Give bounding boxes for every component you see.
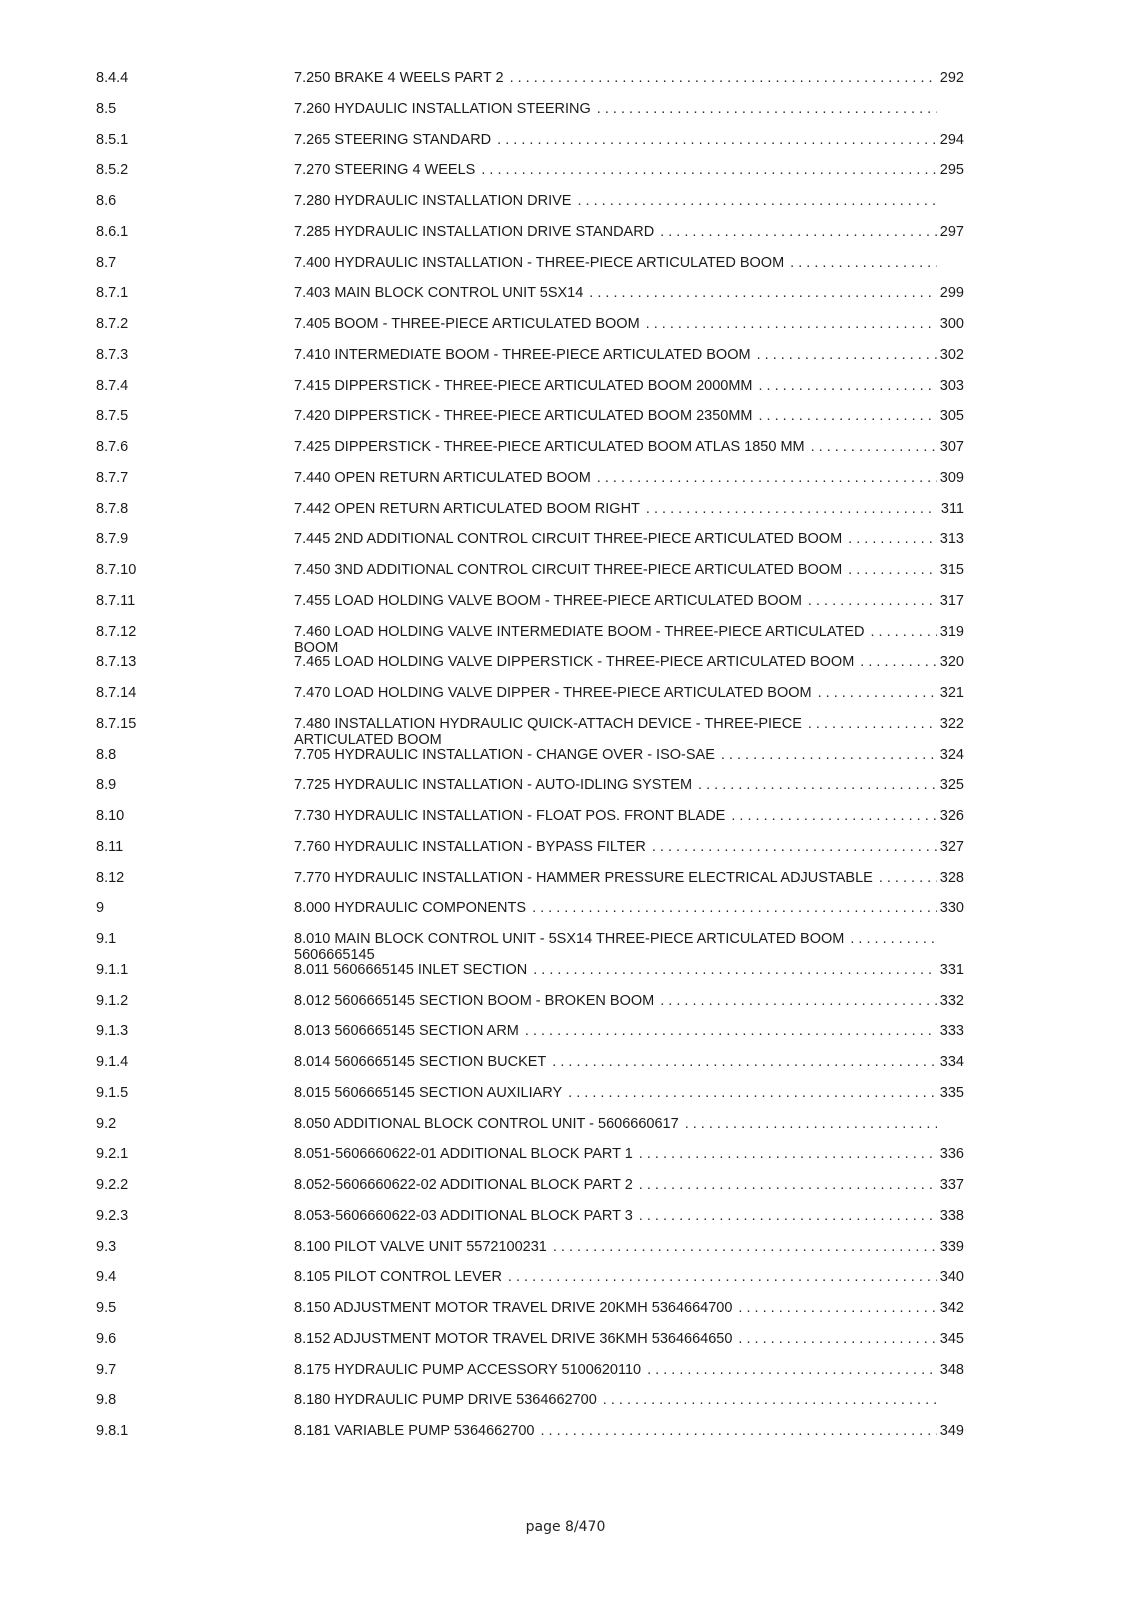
toc-entry-title: 8.012 5606665145 SECTION BOOM - BROKEN BOOM bbox=[294, 992, 655, 1009]
toc-dot-leader bbox=[552, 1054, 937, 1070]
toc-dot-leader bbox=[731, 808, 936, 824]
toc-entry-title: 7.465 LOAD HOLDING VALVE DIPPERSTICK - THREE-PIECE ARTICULATED BOOM bbox=[294, 654, 855, 671]
toc-entry-link[interactable] bbox=[294, 1331, 964, 1347]
toc-section-number: 8.9 bbox=[96, 777, 117, 794]
toc-row bbox=[0, 1300, 1131, 1330]
toc-entry-link[interactable] bbox=[294, 747, 964, 763]
toc-dot-leader bbox=[553, 1239, 937, 1255]
toc-entry-title: 7.250 BRAKE 4 WEELS PART 2 bbox=[294, 70, 504, 86]
toc-row bbox=[0, 685, 1131, 715]
toc-row bbox=[0, 808, 1131, 838]
toc-page-number: 328 bbox=[939, 869, 964, 886]
toc-entry-link[interactable] bbox=[294, 1208, 964, 1224]
toc-entry-title: 7.460 LOAD HOLDING VALVE INTERMEDIATE BOOM - THREE-PIECE ARTICULATED bbox=[294, 623, 865, 640]
toc-entry-title: 7.450 3ND ADDITIONAL CONTROL CIRCUIT THREE-PIECE ARTICULATED BOOM bbox=[294, 562, 843, 578]
toc-row bbox=[0, 1085, 1131, 1115]
toc-row bbox=[0, 255, 1131, 285]
toc-dot-leader bbox=[738, 1331, 936, 1347]
toc-row bbox=[0, 285, 1131, 315]
toc-entry-link[interactable] bbox=[294, 101, 964, 117]
toc-row bbox=[0, 347, 1131, 377]
toc-entry-title: 8.053-5606660622-03 ADDITIONAL BLOCK PART 3 bbox=[294, 1207, 633, 1224]
toc-section-number: 8.7.1 bbox=[96, 285, 129, 302]
toc-entry-link[interactable] bbox=[294, 193, 964, 209]
toc-row bbox=[0, 224, 1131, 254]
toc-entry-link[interactable] bbox=[294, 593, 964, 609]
toc-dot-leader bbox=[481, 162, 936, 178]
toc-section-number: 9.5 bbox=[96, 1300, 117, 1316]
toc-page-number: 292 bbox=[939, 70, 964, 86]
toc-section-number: 8.7.8 bbox=[96, 500, 129, 517]
toc-entry-link[interactable] bbox=[294, 870, 964, 886]
toc-page-number: 317 bbox=[939, 592, 964, 609]
toc-dot-leader bbox=[721, 747, 937, 763]
toc-entry-title: 7.760 HYDRAULIC INSTALLATION - BYPASS FILTER bbox=[294, 838, 646, 855]
toc-section-number: 8.7.11 bbox=[96, 592, 136, 609]
toc-section-number: 8.7.7 bbox=[96, 469, 129, 486]
toc-section-number: 8.7.13 bbox=[96, 654, 137, 671]
toc-entry-title: 7.405 BOOM - THREE-PIECE ARTICULATED BOOM bbox=[294, 316, 640, 332]
toc-section-number: 8.7.5 bbox=[96, 408, 129, 425]
toc-page-number: 297 bbox=[939, 223, 964, 240]
toc-entry-link[interactable] bbox=[294, 224, 964, 240]
toc-entry-title: 8.052-5606660622-02 ADDITIONAL BLOCK PART 2 bbox=[294, 1177, 633, 1193]
toc-entry-title: 7.725 HYDRAULIC INSTALLATION - AUTO-IDLING SYSTEM bbox=[294, 777, 693, 794]
toc-dot-leader bbox=[738, 1300, 936, 1316]
toc-section-number: 9 bbox=[96, 900, 105, 917]
toc-page-number: 348 bbox=[939, 1361, 964, 1378]
toc-entry-title: 8.175 HYDRAULIC PUMP ACCESSORY 5100620110 bbox=[294, 1361, 642, 1378]
toc-entry-title: 8.051-5606660622-01 ADDITIONAL BLOCK PART 1 bbox=[294, 1146, 633, 1163]
toc-entry-link[interactable] bbox=[294, 624, 964, 656]
toc-row bbox=[0, 1116, 1131, 1146]
toc-dot-leader bbox=[533, 962, 937, 978]
toc-dot-leader bbox=[508, 1269, 937, 1285]
toc-row bbox=[0, 316, 1131, 346]
toc-dot-leader bbox=[597, 470, 937, 486]
toc-row bbox=[0, 1146, 1131, 1176]
toc-dot-leader bbox=[510, 70, 937, 86]
toc-page-number: 342 bbox=[939, 1300, 964, 1316]
toc-entry-title: 8.050 ADDITIONAL BLOCK CONTROL UNIT - 5606660617 bbox=[294, 1115, 679, 1132]
toc-entry-link[interactable] bbox=[294, 808, 964, 824]
toc-entry-title: 8.105 PILOT CONTROL LEVER bbox=[294, 1269, 502, 1286]
toc-entry-title: 7.730 HYDRAULIC INSTALLATION - FLOAT POS. FRONT BLADE bbox=[294, 808, 726, 824]
toc-page-number: 311 bbox=[940, 500, 964, 517]
toc-entry-title: 7.270 STEERING 4 WEELS bbox=[294, 162, 476, 179]
toc-row bbox=[0, 1208, 1131, 1238]
toc-dot-leader bbox=[568, 1085, 937, 1101]
toc-entry-link[interactable] bbox=[294, 993, 964, 1009]
toc-row bbox=[0, 408, 1131, 438]
toc-row bbox=[0, 593, 1131, 623]
toc-section-number: 8.6 bbox=[96, 193, 117, 209]
toc-dot-leader bbox=[639, 1177, 937, 1193]
toc-entry-link[interactable] bbox=[294, 408, 964, 424]
toc-page-number: 338 bbox=[939, 1207, 964, 1224]
toc-section-number: 8.7.4 bbox=[96, 377, 129, 394]
toc-entry-title-continuation: 5606665145 bbox=[294, 947, 375, 963]
toc-row bbox=[0, 439, 1131, 469]
toc-row bbox=[0, 624, 1131, 654]
toc-dot-leader bbox=[532, 900, 937, 916]
page-number-footer bbox=[0, 1519, 1131, 1535]
toc-page-number: 327 bbox=[939, 838, 964, 855]
toc-row bbox=[0, 1362, 1131, 1392]
toc-page-number: 340 bbox=[939, 1269, 964, 1286]
toc-entry-title: 7.470 LOAD HOLDING VALVE DIPPER - THREE-PIECE ARTICULATED BOOM bbox=[294, 685, 812, 701]
toc-page-number: 336 bbox=[939, 1146, 964, 1163]
toc-section-number: 9.1.5 bbox=[96, 1084, 129, 1101]
toc-section-number: 9.3 bbox=[96, 1238, 117, 1255]
toc-row bbox=[0, 1023, 1131, 1053]
toc-entry-title: 7.442 OPEN RETURN ARTICULATED BOOM RIGHT bbox=[294, 500, 640, 517]
toc-section-number: 9.2 bbox=[96, 1115, 117, 1132]
toc-row bbox=[0, 1392, 1131, 1422]
toc-row bbox=[0, 1177, 1131, 1207]
toc-dot-leader bbox=[757, 347, 937, 363]
toc-entry-link[interactable] bbox=[294, 501, 964, 517]
toc-section-number: 8.7.14 bbox=[96, 685, 137, 701]
toc-row bbox=[0, 839, 1131, 869]
toc-row bbox=[0, 70, 1131, 100]
toc-section-number: 9.1.3 bbox=[96, 1023, 129, 1040]
toc-entry-link[interactable] bbox=[294, 531, 964, 547]
toc-section-number: 8.11 bbox=[96, 838, 124, 855]
toc-entry-link[interactable] bbox=[294, 316, 964, 332]
toc-row bbox=[0, 870, 1131, 900]
toc-section-number: 8.6.1 bbox=[96, 223, 129, 240]
toc-entry-link[interactable] bbox=[294, 562, 964, 578]
toc-row bbox=[0, 562, 1131, 592]
toc-page-number: 321 bbox=[939, 685, 964, 701]
toc-page-number: 324 bbox=[939, 746, 964, 763]
toc-section-number: 9.4 bbox=[96, 1269, 117, 1286]
toc-entry-link[interactable] bbox=[294, 1023, 964, 1039]
toc-dot-leader bbox=[818, 685, 937, 701]
toc-row bbox=[0, 747, 1131, 777]
toc-dot-leader bbox=[646, 316, 937, 332]
toc-entry-title: 7.770 HYDRAULIC INSTALLATION - HAMMER PRESSURE ELECTRICAL ADJUSTABLE bbox=[294, 869, 873, 886]
toc-entry-title: 8.014 5606665145 SECTION BUCKET bbox=[294, 1054, 547, 1070]
toc-dot-leader bbox=[497, 132, 937, 148]
toc-page-number: 337 bbox=[939, 1177, 964, 1193]
toc-row bbox=[0, 993, 1131, 1023]
toc-entry-title: 8.150 ADJUSTMENT MOTOR TRAVEL DRIVE 20KMH 5364664700 bbox=[294, 1300, 733, 1316]
toc-dot-leader bbox=[597, 101, 937, 117]
toc-page-number: 299 bbox=[939, 285, 964, 302]
toc-row bbox=[0, 132, 1131, 162]
toc-entry-link[interactable] bbox=[294, 1146, 964, 1162]
toc-page-number: 326 bbox=[939, 808, 964, 824]
toc-entry-title: 8.152 ADJUSTMENT MOTOR TRAVEL DRIVE 36KMH 5364664650 bbox=[294, 1330, 733, 1347]
toc-dot-leader bbox=[639, 1146, 937, 1162]
toc-page-number: 332 bbox=[939, 992, 964, 1009]
toc-row bbox=[0, 1269, 1131, 1299]
toc-page-number: 319 bbox=[939, 623, 964, 640]
toc-row bbox=[0, 1423, 1131, 1453]
toc-entry-link[interactable] bbox=[294, 1054, 964, 1070]
toc-row bbox=[0, 654, 1131, 684]
toc-page-number: 309 bbox=[939, 469, 964, 486]
toc-dot-leader bbox=[541, 1423, 937, 1439]
toc-dot-leader bbox=[808, 716, 937, 732]
toc-row bbox=[0, 501, 1131, 531]
toc-entry-link[interactable] bbox=[294, 931, 964, 963]
toc-entry-title: 8.181 VARIABLE PUMP 5364662700 bbox=[294, 1423, 535, 1439]
toc-entry-link[interactable] bbox=[294, 962, 964, 978]
toc-section-number: 9.7 bbox=[96, 1361, 117, 1378]
toc-row bbox=[0, 1054, 1131, 1084]
toc-entry-link[interactable] bbox=[294, 685, 964, 701]
toc-section-number: 8.12 bbox=[96, 869, 125, 886]
toc-entry-title: 8.013 5606665145 SECTION ARM bbox=[294, 1023, 519, 1040]
toc-section-number: 8.7.12 bbox=[96, 623, 137, 640]
toc-page-number: 322 bbox=[939, 715, 964, 732]
toc-section-number: 9.2.3 bbox=[96, 1207, 129, 1224]
toc-dot-leader bbox=[660, 224, 937, 240]
toc-dot-leader bbox=[639, 1208, 937, 1224]
toc-section-number: 8.7.2 bbox=[96, 316, 129, 332]
toc-page-number: 331 bbox=[939, 961, 964, 978]
toc-page-number: 307 bbox=[939, 439, 964, 455]
toc-entry-title: 8.100 PILOT VALVE UNIT 5572100231 bbox=[294, 1238, 547, 1255]
toc-section-number: 9.2.2 bbox=[96, 1177, 129, 1193]
toc-dot-leader bbox=[850, 931, 937, 947]
toc-page-number: 303 bbox=[939, 377, 964, 394]
toc-entry-link[interactable] bbox=[294, 70, 964, 86]
toc-entry-title: 7.420 DIPPERSTICK - THREE-PIECE ARTICULATED BOOM 2350MM bbox=[294, 408, 753, 425]
toc-entry-title: 8.010 MAIN BLOCK CONTROL UNIT - 5SX14 THREE-PIECE ARTICULATED BOOM bbox=[294, 931, 845, 947]
toc-entry-link[interactable] bbox=[294, 1116, 964, 1132]
toc-row bbox=[0, 470, 1131, 500]
toc-row bbox=[0, 162, 1131, 192]
toc-entry-link[interactable] bbox=[294, 132, 964, 148]
toc-dot-leader bbox=[870, 624, 936, 640]
toc-entry-title: 7.260 HYDAULIC INSTALLATION STEERING bbox=[294, 100, 591, 117]
toc-page-number: 302 bbox=[939, 346, 964, 363]
toc-section-number: 8.5.1 bbox=[96, 131, 129, 148]
toc-entry-title: 7.480 INSTALLATION HYDRAULIC QUICK-ATTACH DEVICE - THREE-PIECE bbox=[294, 715, 802, 732]
toc-dot-leader bbox=[808, 593, 937, 609]
toc-entry-link[interactable] bbox=[294, 900, 964, 916]
toc-entry-link[interactable] bbox=[294, 777, 964, 793]
toc-entry-link[interactable] bbox=[294, 439, 964, 455]
toc-page-number: 294 bbox=[939, 131, 964, 148]
toc-section-number: 8.8 bbox=[96, 746, 117, 763]
toc-entry-link[interactable] bbox=[294, 162, 964, 178]
toc-dot-leader bbox=[647, 1362, 937, 1378]
toc-dot-leader bbox=[879, 870, 937, 886]
toc-row bbox=[0, 101, 1131, 131]
toc-page-number: 320 bbox=[939, 654, 964, 671]
toc-row bbox=[0, 531, 1131, 561]
toc-section-number: 8.4.4 bbox=[96, 70, 129, 86]
toc-dot-leader bbox=[652, 839, 937, 855]
toc-entry-link[interactable] bbox=[294, 1362, 964, 1378]
toc-dot-leader bbox=[685, 1116, 937, 1132]
toc-dot-leader bbox=[698, 777, 937, 793]
toc-entry-title: 8.180 HYDRAULIC PUMP DRIVE 5364662700 bbox=[294, 1392, 597, 1409]
toc-row bbox=[0, 777, 1131, 807]
toc-section-number: 9.1 bbox=[96, 931, 117, 947]
toc-dot-leader bbox=[646, 501, 937, 517]
toc-row bbox=[0, 962, 1131, 992]
toc-section-number: 9.8.1 bbox=[96, 1423, 129, 1439]
toc-dot-leader bbox=[848, 531, 937, 547]
toc-section-number: 8.5 bbox=[96, 100, 117, 117]
toc-entry-title: 7.440 OPEN RETURN ARTICULATED BOOM bbox=[294, 469, 591, 486]
toc-dot-leader bbox=[848, 562, 937, 578]
toc-page-number: 330 bbox=[939, 900, 964, 917]
toc-entry-link[interactable] bbox=[294, 839, 964, 855]
toc-dot-leader bbox=[660, 993, 937, 1009]
page-label: page 8/470 bbox=[525, 1519, 606, 1535]
toc-entry-title: 7.285 HYDRAULIC INSTALLATION DRIVE STANDARD bbox=[294, 223, 655, 240]
toc-section-number: 8.7.9 bbox=[96, 531, 129, 548]
toc-entry-title: 7.400 HYDRAULIC INSTALLATION - THREE-PIECE ARTICULATED BOOM bbox=[294, 254, 785, 271]
toc-entry-link[interactable] bbox=[294, 1239, 964, 1255]
toc-entry-link[interactable] bbox=[294, 1085, 964, 1101]
toc-entry-title: 7.265 STEERING STANDARD bbox=[294, 131, 492, 148]
toc-page-number: 313 bbox=[939, 531, 964, 548]
toc-page-number: 333 bbox=[939, 1023, 964, 1040]
toc-entry-link[interactable] bbox=[294, 378, 964, 394]
toc-section-number: 8.7 bbox=[96, 254, 117, 271]
toc-entry-title: 7.445 2ND ADDITIONAL CONTROL CIRCUIT THREE-PIECE ARTICULATED BOOM bbox=[294, 531, 843, 548]
toc-row bbox=[0, 1239, 1131, 1269]
toc-entry-title: 8.015 5606665145 SECTION AUXILIARY bbox=[294, 1084, 563, 1101]
toc-dot-leader bbox=[860, 654, 937, 670]
toc-section-number: 8.5.2 bbox=[96, 162, 129, 179]
toc-entry-title: 7.415 DIPPERSTICK - THREE-PIECE ARTICULATED BOOM 2000MM bbox=[294, 377, 753, 394]
toc-entry-title: 8.011 5606665145 INLET SECTION bbox=[294, 961, 528, 978]
toc-dot-leader bbox=[603, 1392, 937, 1408]
toc-page-number: 305 bbox=[939, 408, 964, 425]
toc-row bbox=[0, 1331, 1131, 1361]
toc-page-number: 295 bbox=[939, 162, 964, 179]
toc-section-number: 9.1.1 bbox=[96, 961, 129, 978]
toc-page-number: 325 bbox=[939, 777, 964, 794]
toc-page-number: 334 bbox=[939, 1054, 964, 1070]
toc-section-number: 9.6 bbox=[96, 1330, 117, 1347]
toc-row bbox=[0, 378, 1131, 408]
toc-entry-link[interactable] bbox=[294, 1177, 964, 1193]
toc-section-number: 8.7.15 bbox=[96, 715, 137, 732]
toc-entry-link[interactable] bbox=[294, 1300, 964, 1316]
toc-entry-link[interactable] bbox=[294, 716, 964, 748]
toc-entry-link[interactable] bbox=[294, 255, 964, 271]
toc-dot-leader bbox=[525, 1023, 937, 1039]
toc-entry-link[interactable] bbox=[294, 1423, 964, 1439]
toc-entry-title: 7.280 HYDRAULIC INSTALLATION DRIVE bbox=[294, 193, 572, 209]
toc-dot-leader bbox=[759, 408, 937, 424]
toc-entry-link[interactable] bbox=[294, 470, 964, 486]
toc-section-number: 9.1.4 bbox=[96, 1054, 129, 1070]
toc-dot-leader bbox=[589, 285, 937, 301]
toc-section-number: 9.1.2 bbox=[96, 992, 129, 1009]
toc-entry-link[interactable] bbox=[294, 347, 964, 363]
toc-dot-leader bbox=[577, 193, 937, 209]
toc-row bbox=[0, 716, 1131, 746]
toc-dot-leader bbox=[759, 378, 937, 394]
toc-section-number: 9.8 bbox=[96, 1392, 117, 1409]
toc-dot-leader bbox=[811, 439, 937, 455]
toc-entry-title: 7.455 LOAD HOLDING VALVE BOOM - THREE-PIECE ARTICULATED BOOM bbox=[294, 592, 802, 609]
toc-section-number: 9.2.1 bbox=[96, 1146, 129, 1163]
toc-row bbox=[0, 931, 1131, 961]
toc-dot-leader bbox=[790, 255, 937, 271]
toc-page-number: 315 bbox=[939, 562, 964, 578]
toc-page-number: 335 bbox=[939, 1084, 964, 1101]
toc-section-number: 8.7.6 bbox=[96, 439, 129, 455]
toc-row bbox=[0, 193, 1131, 223]
toc-section-number: 8.10 bbox=[96, 808, 125, 824]
toc-entry-title: 7.705 HYDRAULIC INSTALLATION - CHANGE OVER - ISO-SAE bbox=[294, 746, 715, 763]
toc-section-number: 8.7.10 bbox=[96, 562, 137, 578]
toc-page-number: 345 bbox=[939, 1330, 964, 1347]
toc-entry-link[interactable] bbox=[294, 285, 964, 301]
toc-entry-title-continuation: ARTICULATED BOOM bbox=[294, 731, 442, 748]
toc-entry-link[interactable] bbox=[294, 654, 964, 670]
toc-row bbox=[0, 900, 1131, 930]
toc-entry-title: 7.410 INTERMEDIATE BOOM - THREE-PIECE ARTICULATED BOOM bbox=[294, 346, 751, 363]
toc-entry-title: 8.000 HYDRAULIC COMPONENTS bbox=[294, 900, 527, 917]
toc-entry-link[interactable] bbox=[294, 1392, 964, 1408]
toc-page-number: 339 bbox=[939, 1238, 964, 1255]
toc-entry-title-continuation: BOOM bbox=[294, 639, 339, 656]
toc-entry-title: 7.403 MAIN BLOCK CONTROL UNIT 5SX14 bbox=[294, 285, 584, 302]
toc-section-number: 8.7.3 bbox=[96, 346, 129, 363]
toc-entry-title: 7.425 DIPPERSTICK - THREE-PIECE ARTICULATED BOOM ATLAS 1850 MM bbox=[294, 439, 805, 455]
toc-page-number: 300 bbox=[939, 316, 964, 332]
toc-page-number: 349 bbox=[939, 1423, 964, 1439]
toc-entry-link[interactable] bbox=[294, 1269, 964, 1285]
